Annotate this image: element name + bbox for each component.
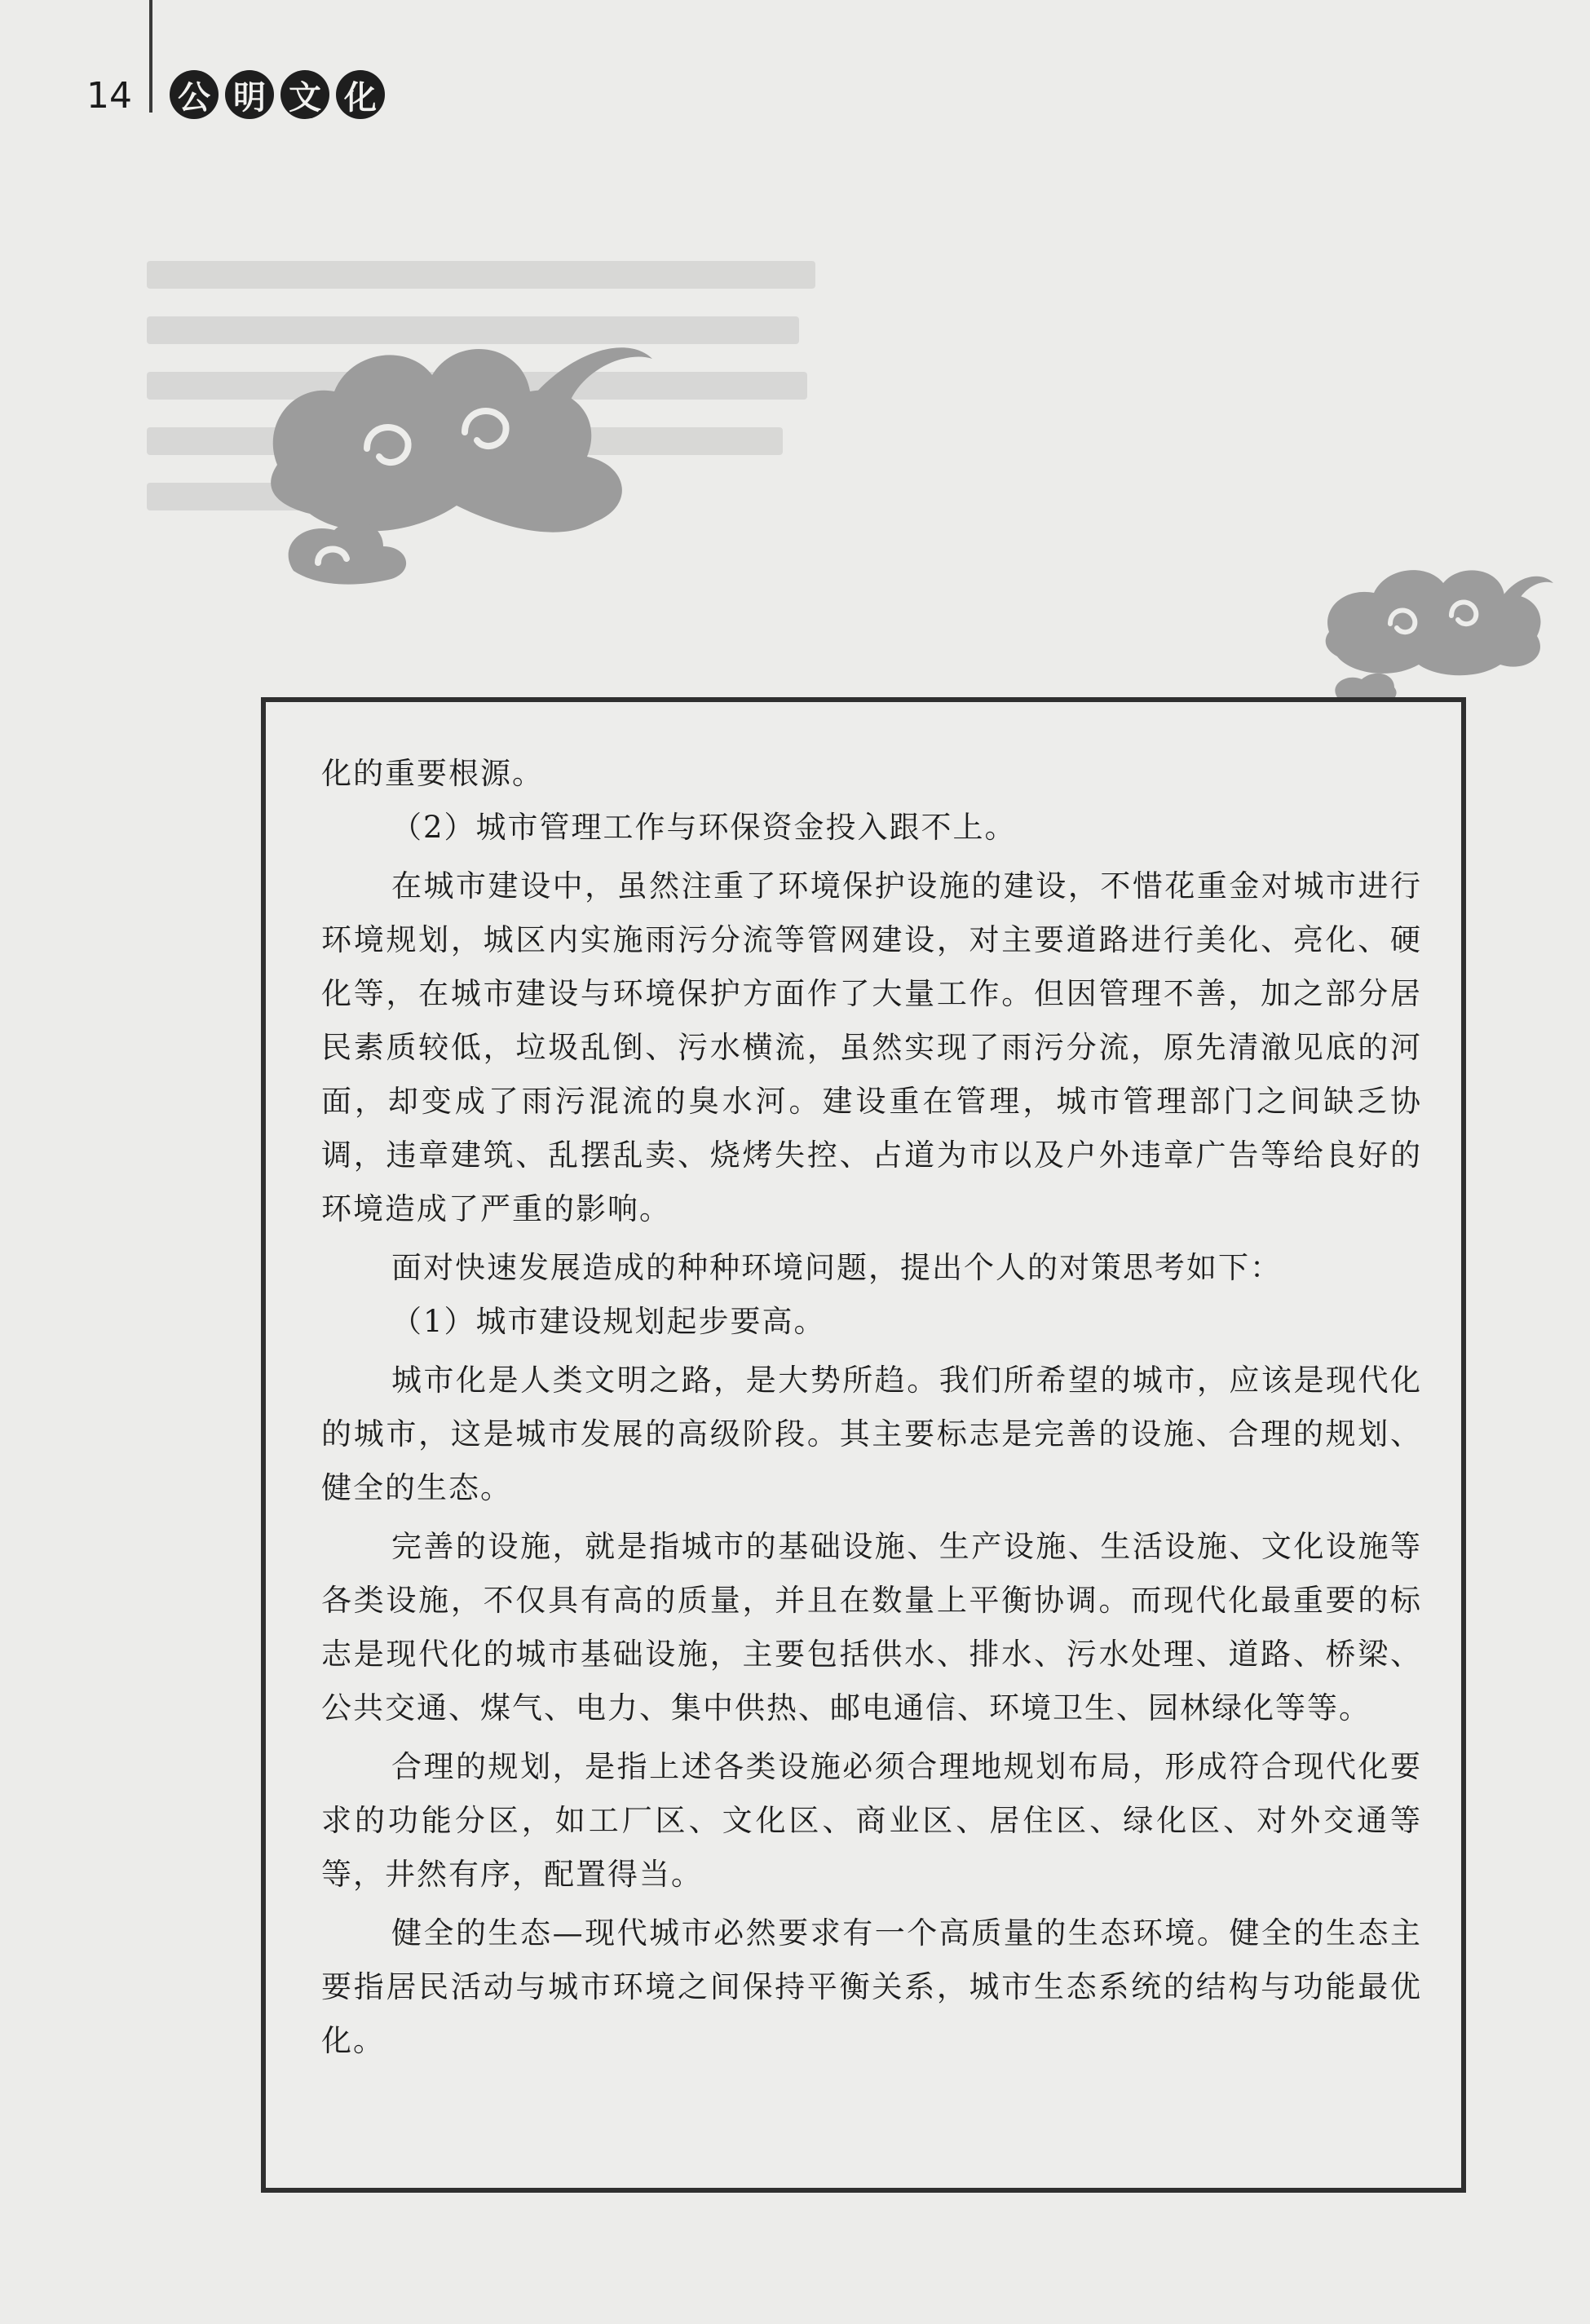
- paragraph: 面对快速发展造成的种种环境问题，提出个人的对策思考如下：: [391, 1250, 1282, 1285]
- header-divider: [149, 0, 152, 113]
- paragraph: （1）城市建设规划起步要高。: [391, 1304, 826, 1339]
- header-char: 化: [336, 70, 385, 119]
- header-char: 文: [280, 70, 329, 119]
- paragraph: 合理的规划，是指上述各类设施必须合理地规划布局，形成符合现代化要求的功能分区，如工厂区、文化区、商业区、居住区、绿化区、对外交通等等，井然有序，配置得当。: [321, 1749, 1422, 1892]
- body-text: [321, 747, 1422, 2068]
- text-frame: [261, 697, 1466, 2193]
- page-number: 14: [86, 75, 132, 117]
- running-header-title: [170, 70, 385, 119]
- paragraph: 完善的设施，就是指城市的基础设施、生产设施、生活设施、文化设施等各类设施，不仅具有高的质量，并且在数量上平衡协调。而现代化最重要的标志是现代化的城市基础设施，主要包括供水、排水、污水处理、道路、桥梁、公共交通、煤气、电力、集中供热、邮电通信、环境卫生、园林绿化等等。: [321, 1529, 1422, 1725]
- auspicious-cloud-icon: [1313, 542, 1557, 714]
- paragraph: （2）城市管理工作与环保资金投入跟不上。: [391, 810, 1017, 845]
- auspicious-cloud-icon: [245, 302, 669, 595]
- paragraph: 在城市建设中，虽然注重了环境保护设施的建设，不惜花重金对城市进行环境规划，城区内实施雨污分流等管网建设，对主要道路进行美化、亮化、硬化等，在城市建设与环境保护方面作了大量工作。但因管理不善，加之部分居民素质较低，垃圾乱倒、污水横流，虽然实现了雨污分流，原先清澈见底的河面，却变成了雨污混流的臭水河。建设重在管理，城市管理部门之间缺乏协调，违章建筑、乱摆乱卖、烧烤失控、占道为市以及户外违章广告等给良好的环境造成了严重的影响。: [321, 868, 1422, 1226]
- paragraph: 化的重要根源。: [321, 756, 544, 791]
- header-char: 明: [225, 70, 274, 119]
- paragraph: 城市化是人类文明之路，是大势所趋。我们所希望的城市，应该是现代化的城市，这是城市发展的高级阶段。其主要标志是完善的设施、合理的规划、健全的生态。: [321, 1363, 1422, 1505]
- paragraph: 健全的生态—现代城市必然要求有一个高质量的生态环境。健全的生态主要指居民活动与城市环境之间保持平衡关系，城市生态系统的结构与功能最优化。: [321, 1915, 1422, 2058]
- header-char: 公: [170, 70, 219, 119]
